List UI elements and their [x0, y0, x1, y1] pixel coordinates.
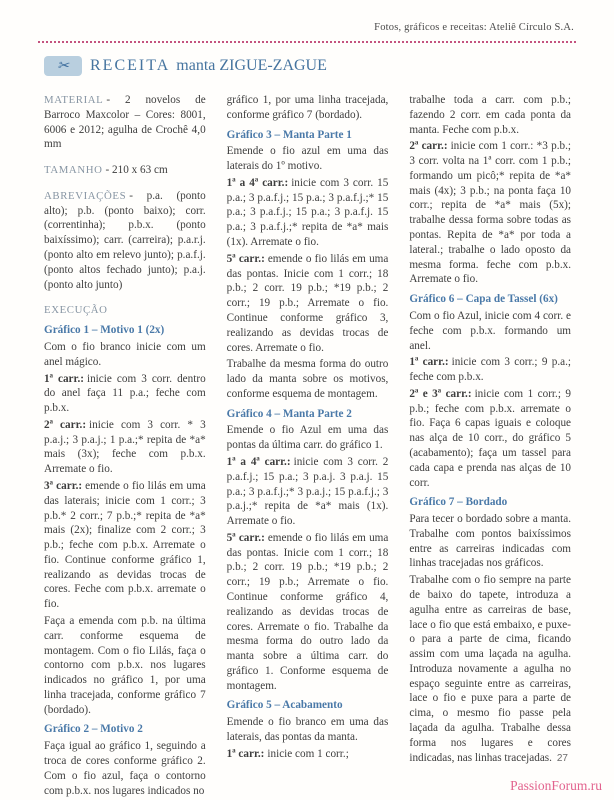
- paragraph: [44, 614, 206, 717]
- row-label: 1ª a 4ª carr.:: [226, 455, 291, 468]
- paragraph: [44, 418, 206, 477]
- grafico-5-heading: Gráfico 5 – Acabamento: [226, 699, 343, 712]
- paragraph-text: inicie com 1 corr.: *3 p.b.; 3 corr. volta na 1ª corr. com 1 p.b.; formando um picô;* repita de *a* mais (4x); 3 p.b.; na ponta faça 10 corr.; repita de *a* mais (5x); trabalhe dessa forma sobre todas as pontas. Repita de *a* por toda a lateral.; trabalhe o lado oposto da mesma forma. feche com p.b.x. Arremate o fio.: [409, 140, 572, 286]
- column-right: [409, 93, 571, 800]
- tamanho-text: - 210 x 63 cm: [105, 164, 168, 177]
- grafico-4-heading: Gráfico 4 – Manta Parte 2: [226, 407, 352, 420]
- paragraph-text: Emende o fio azul em uma das laterais do 1º motivo.: [226, 145, 389, 173]
- paragraph: [227, 252, 389, 355]
- paragraph: [227, 747, 389, 762]
- grafico-7-heading: Gráfico 7 – Bordado: [409, 496, 508, 509]
- tamanho-label: TAMANHO: [44, 164, 103, 177]
- material-label: MATERIAL: [44, 94, 104, 106]
- grafico-3-heading: Gráfico 3 – Manta Parte 1: [226, 128, 352, 141]
- photo-credit: Fotos, gráficos e receitas: Ateliê Círculo S.A.: [374, 22, 574, 33]
- paragraph: [44, 479, 206, 612]
- paragraph: [227, 423, 389, 453]
- paragraph-text: inicie com 1 corr.; 9 p.b.; feche com p.b.x. arremate o fio. Faça 6 capas iguais e coloque nas alça de 10 corr., do gráfico 5 (acabamento); faça um tassel para cada capa e prenda nas alças de 10 corr.: [409, 387, 572, 489]
- scissors-icon: ✂: [44, 56, 82, 76]
- paragraph: [227, 144, 389, 174]
- paragraph: [227, 715, 389, 745]
- grafico-2-heading: Gráfico 2 – Motivo 2: [44, 723, 143, 736]
- abreviacoes-section: [44, 189, 206, 292]
- row-label: 1ª carr.:: [44, 372, 84, 385]
- paragraph: [409, 139, 571, 287]
- paragraph-text: Emende o fio branco em uma das laterais, das pontas da manta.: [226, 716, 389, 744]
- paragraph-text: Trabalhe com o fio sempre na parte de baixo do tapete, introduza a agulha entre as carreiras de base, lace o fio que está embaixo, e puxe-o para a parte de cima, ficando assim com uma laçada na agulha. Introduza novamente a agulha no espaço seguinte entre as carreiras, lace o fio e puxe para a parte de cima, o mesmo fio passe pela laçada da agulha. Trabalhe dessa forma nos lugares e cores indicadas, nas linhas tracejadas.: [409, 574, 572, 764]
- paragraph-text: emende o fio lilás em uma das pontas. Inicie com 1 corr.; 18 p.b.; 2 corr. 19 p.b.; *19 p.b.; 2 corr.; 19 p.b.; Arremate o fio. Continue conforme gráfico 4, realizando as devidas trocas de cores. Arremate o fio. Trabalhe da mesma forma do outro lado da manta sobre a última carr. do gráfico 1. Conforme esquema de montagem.: [226, 531, 389, 692]
- paragraph: [227, 93, 389, 123]
- page-title: [90, 57, 327, 75]
- execucao-section: [44, 303, 206, 318]
- page-title-receita: RECEITA: [90, 57, 171, 74]
- paragraph-text: Faça a emenda com p.b. na última carr. conforme esquema de montagem. Com o fio Lilás, faça o contorno com p.b.x. nos lugares indicados no gráfico 1, por uma linha tracejada, conforme gráfico 7 (bordado).: [44, 615, 206, 716]
- paragraph: [409, 512, 571, 571]
- paragraph: [227, 455, 389, 529]
- paragraph: [227, 176, 389, 250]
- row-label: 2ª carr.:: [409, 140, 448, 153]
- material-section: [44, 93, 206, 152]
- dotted-divider: [38, 41, 576, 43]
- paragraph: [409, 387, 571, 490]
- abreviacoes-text: - p.a. (ponto alto); p.b. (ponto baixo); corr. (correntinha); p.b.x. (ponto baixíssimo); carr. (carreira); p.a.r.j. (ponto alto em relevo junto); p.a.f.j. (ponto altos fechado junto); p.a.j. (ponto alto junto): [44, 189, 206, 291]
- paragraph-text: inicie com 3 corr. 15 p.a.; 3 p.a.f.j.; 15 p.a.; 3 p.a.f.j.;* 15 p.a.; 3 p.a.f.j.; 15 p.a.; 3 p.a.f.j. 15 p.a.; 3 p.a.f.j.;* repita de *a* mais (1x). Arremate o fio.: [226, 176, 389, 249]
- paragraph: [44, 340, 206, 370]
- paragraph-text: inicie com 3 corr. 2 p.a.f.j.; 15 p.a.; 3 p.a.j. 3 p.a.j. 15 p.a.; 3 p.a.f.j.;* 3 p.a.j.; 15 p.a.f.j.; 3 p.a.j.;* repita de *a* mais (1x). Arremate o fio.: [226, 455, 389, 528]
- grafico-6-heading: Gráfico 6 – Capa de Tassel (6x): [409, 293, 558, 306]
- paragraph-text: Para tecer o bordado sobre a manta. Trabalhe com pontos baixíssimos entre as carreiras indicadas com linhas tracejadas nos gráficos.: [409, 513, 572, 570]
- execucao-label: EXECUÇÃO: [44, 304, 108, 317]
- paragraph: [227, 357, 389, 401]
- paragraph-text: emende o fio lilás em uma das pontas. Inicie com 1 corr.; 18 p.b.; 2 corr. 19 p.b.; *19 p.b.; 2 corr.; 19 p.b.; Arremate o fio. Continue conforme gráfico 3, realizando as devidas trocas de cores. Arremate o fio.: [226, 252, 389, 354]
- paragraph-text: Com o fio branco inicie com um anel mágico.: [44, 340, 206, 368]
- paragraph: [44, 372, 206, 416]
- paragraph-text: inicie com 1 corr.;: [267, 747, 349, 760]
- paragraph: [409, 93, 571, 137]
- paragraph-text: Com o fio Azul, inicie com 4 corr. e feche com p.b.x. formando um anel.: [409, 309, 572, 352]
- paragraph-text: gráfico 1, por uma linha tracejada, conforme gráfico 7 (bordado).: [226, 94, 389, 121]
- paragraph-text: inicie com 3 corr. * 3 p.a.j.; 3 p.a.j.; 1 p.a.;* repita de *a* mais (3x); feche com p.b.x. Arremate o fio.: [44, 418, 206, 476]
- row-label: 3ª carr.:: [44, 479, 83, 492]
- paragraph: [409, 355, 571, 385]
- paragraph: [409, 573, 571, 765]
- paragraph-text: inicie com 3 corr.; 9 p.a.; feche com p.b.x.: [409, 356, 572, 384]
- row-label: 2ª carr.:: [44, 418, 87, 431]
- paragraph-text: Emende o fio Azul em uma das pontas da última carr. do gráfico 1.: [226, 424, 389, 452]
- page-number: 27: [556, 753, 568, 764]
- recipe-title-row: [44, 56, 327, 76]
- row-label: 1ª a 4ª carr.:: [226, 176, 289, 189]
- grafico-1-heading: Gráfico 1 – Motivo 1 (2x): [44, 324, 165, 337]
- row-label: 2ª e 3ª carr.:: [409, 387, 472, 400]
- text-columns: [44, 93, 571, 800]
- row-label: 1ª carr.:: [409, 356, 449, 369]
- paragraph-text: inicie com 3 corr. dentro do anel faça 11 p.a.; feche com p.b.x.: [44, 372, 206, 415]
- paragraph: [227, 531, 389, 694]
- abreviacoes-label: ABREVIAÇÕES: [44, 189, 127, 202]
- paragraph: [409, 309, 571, 353]
- watermark: PassionForum.ru: [510, 778, 602, 793]
- row-label: 1ª carr.:: [226, 747, 265, 760]
- page-title-name: manta ZIGUE-ZAGUE: [176, 57, 327, 74]
- paragraph-text: emende o fio lilás em uma das laterais; inicie com 1 corr.; 3 p.b.* 2 corr.; 7 p.b.;* repita de *a* mais (2x); finalize com 2 corr.; 3 p.b.; feche com p.b.x. Arremate o fio. Continue conforme gráfico 1, realizando as devidas trocas de cores. Feche com p.b.x. arremate o fio.: [44, 479, 206, 611]
- material-text: - 2 novelos de Barroco Maxcolor – Cores: 8001, 6006 e 2012; agulha de Crochê 4,0 mm: [44, 94, 206, 151]
- paragraph: [44, 739, 206, 798]
- paragraph-text: trabalhe toda a carr. com p.b.; fazendo 2 corr. em cada ponta da manta. Feche com p.b.x.: [409, 94, 572, 136]
- paragraph-text: Faça igual ao gráfico 1, seguindo a troca de cores conforme gráfico 2. Com o fio azul, faça o contorno com p.b.x. nos lugares indicados no: [44, 740, 206, 797]
- tamanho-section: [44, 163, 206, 178]
- paragraph-text: Trabalhe da mesma forma do outro lado da manta sobre os motivos, conforme esquema de montagem.: [226, 358, 389, 400]
- column-middle: [227, 93, 389, 800]
- column-left: [44, 93, 206, 800]
- row-label: 5ª carr.:: [226, 252, 265, 265]
- row-label: 5ª carr.:: [226, 531, 265, 544]
